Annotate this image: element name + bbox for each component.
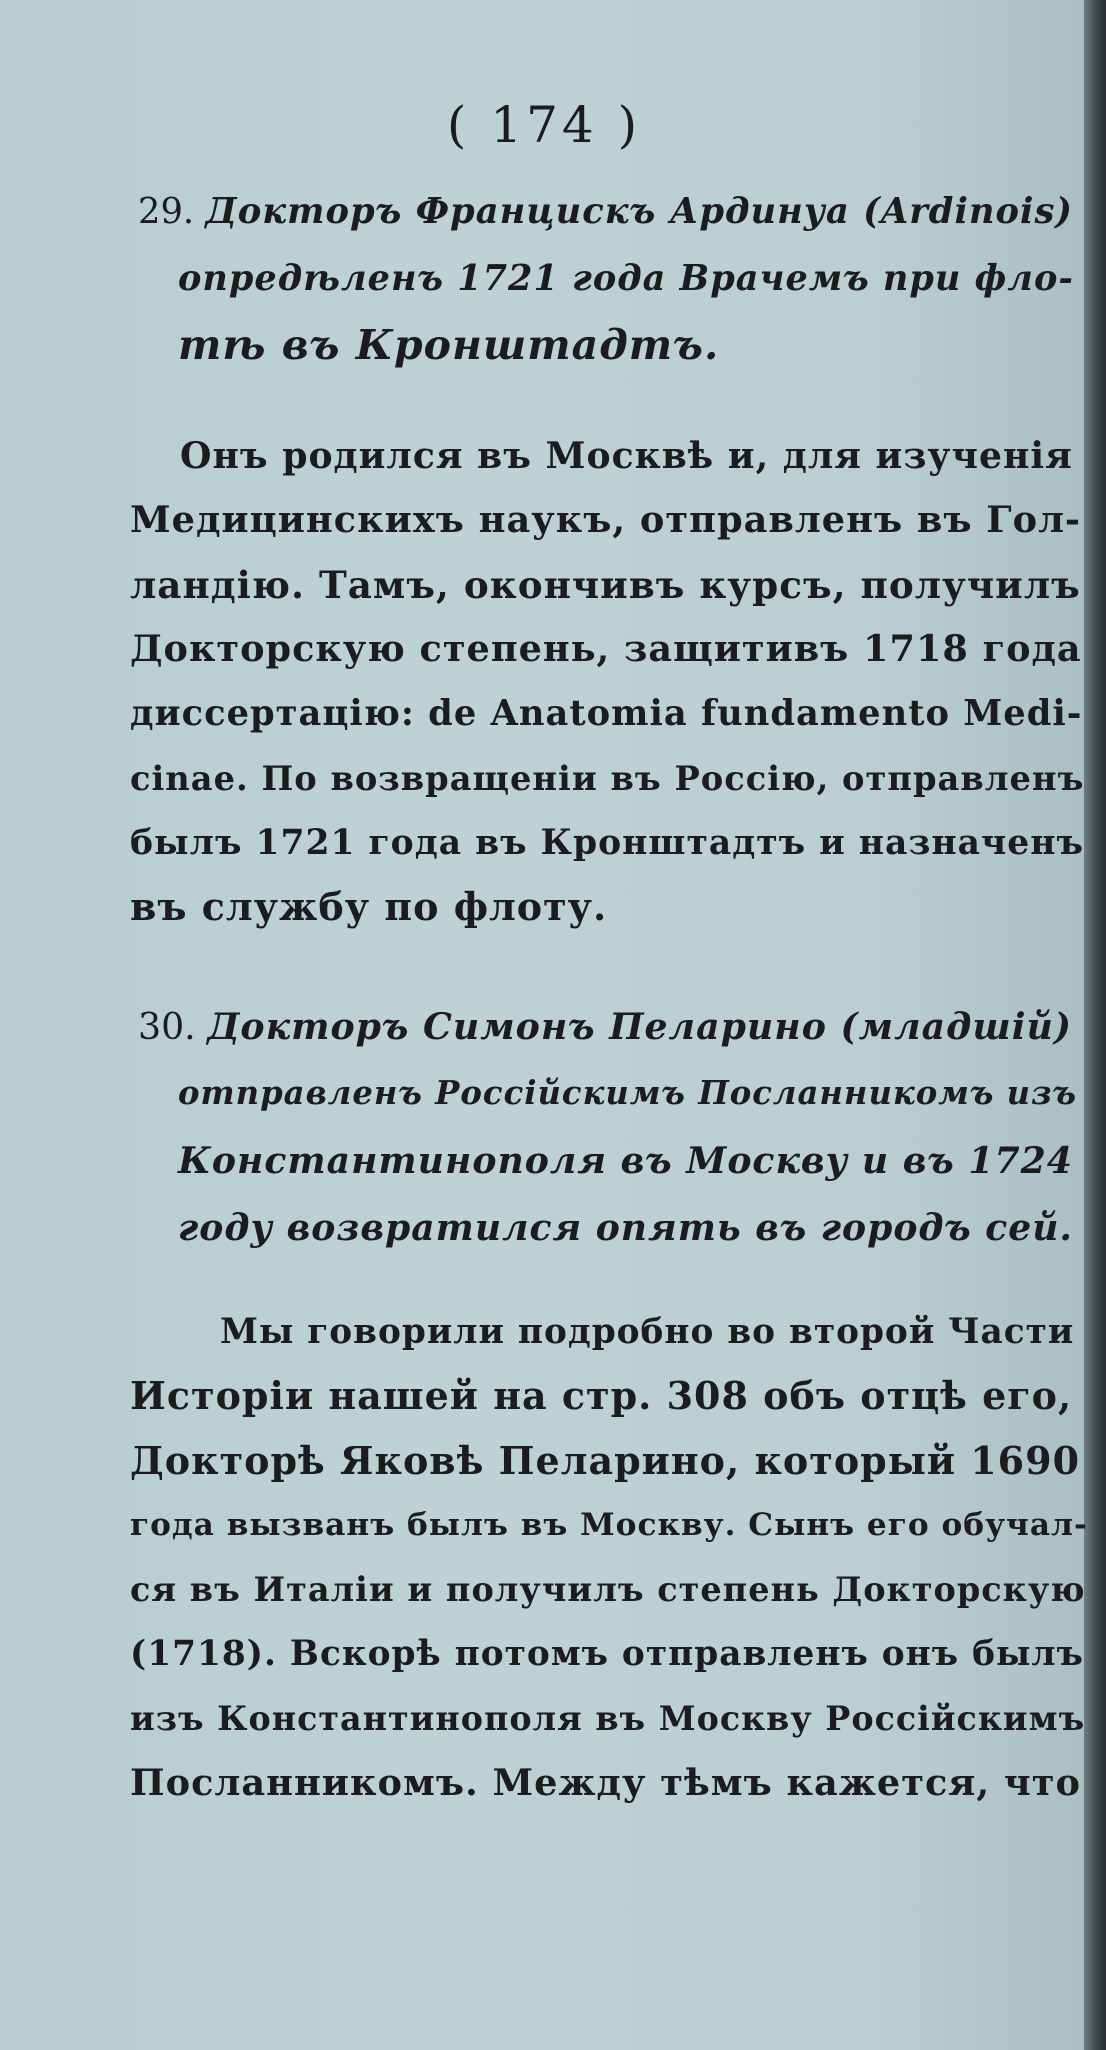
paragraph-line: Медицинскихъ наукъ, отправленъ въ Гол- [130, 498, 1082, 541]
paragraph-line: года вызванъ былъ въ Москву. Сынъ его обучал- [130, 1507, 1088, 1543]
paragraph-line: былъ 1721 года въ Кронштадтъ и назначенъ [130, 822, 1084, 863]
paragraph-ardinois-first-line [180, 424, 1080, 489]
entry-29 [138, 178, 1078, 379]
entry-30-line-2: отправленъ Россійскимъ Посланникомъ изъ [178, 1074, 1078, 1112]
entry-30-line-3: Константинополя въ Москву и въ 1724 [178, 1139, 1073, 1182]
paragraph-pelarino-first-line [220, 1300, 1080, 1365]
paragraph-line: ландію. Тамъ, окончивъ курсъ, получилъ [130, 562, 1081, 607]
paragraph-line: диссертацію: de Anatomia fundamento Medi- [130, 692, 1083, 734]
paragraph-ardinois [130, 488, 1090, 940]
entry-30 [138, 993, 1078, 1261]
paragraph-line: изъ Константинополя въ Москву Россійскимъ [130, 1698, 1086, 1738]
entry-30-line-1: 30. Докторъ Симонъ Пеларино (младшій) [138, 1005, 1072, 1048]
paragraph-line: Мы говорили подробно во второй Части [220, 1312, 1075, 1352]
paragraph-line: Онъ родился въ Москвѣ и, для изученія [180, 434, 1073, 477]
paragraph-line: ся въ Италіи и получилъ степень Докторскую [130, 1569, 1086, 1609]
entry-29-number: 29. [138, 191, 195, 232]
paragraph-pelarino [130, 1364, 1090, 1816]
entry-29-line-2: опредѣленъ 1721 года Врачемъ при фло- [178, 258, 1074, 299]
entry-30-number: 30. [138, 1005, 196, 1048]
paragraph-line: Докторскую степень, защитивъ 1718 года [130, 627, 1082, 670]
paragraph-line: Докторѣ Яковѣ Пеларино, который 1690 [130, 1437, 1081, 1483]
page-number: ( 174 ) [446, 96, 642, 154]
paragraph-line: Посланникомъ. Между тѣмъ кажется, что [130, 1761, 1081, 1804]
paragraph-line: (1718). Вскорѣ потомъ отправленъ онъ былъ [130, 1634, 1084, 1674]
entry-29-line-1: 29. Докторъ Францискъ Ардинуа (Ardinois) [138, 191, 1074, 232]
paragraph-line: Исторіи нашей на стр. 308 объ отцѣ его, [130, 1373, 1073, 1418]
paragraph-line: въ службу по флоту. [130, 884, 608, 929]
entry-29-line-3: тѣ въ Кронштадтъ. [178, 321, 720, 369]
paragraph-line: cinae. По возвращеніи въ Россію, отправленъ [130, 758, 1085, 798]
entry-30-line-4: году возвратился опять въ городъ сей. [178, 1206, 1073, 1249]
